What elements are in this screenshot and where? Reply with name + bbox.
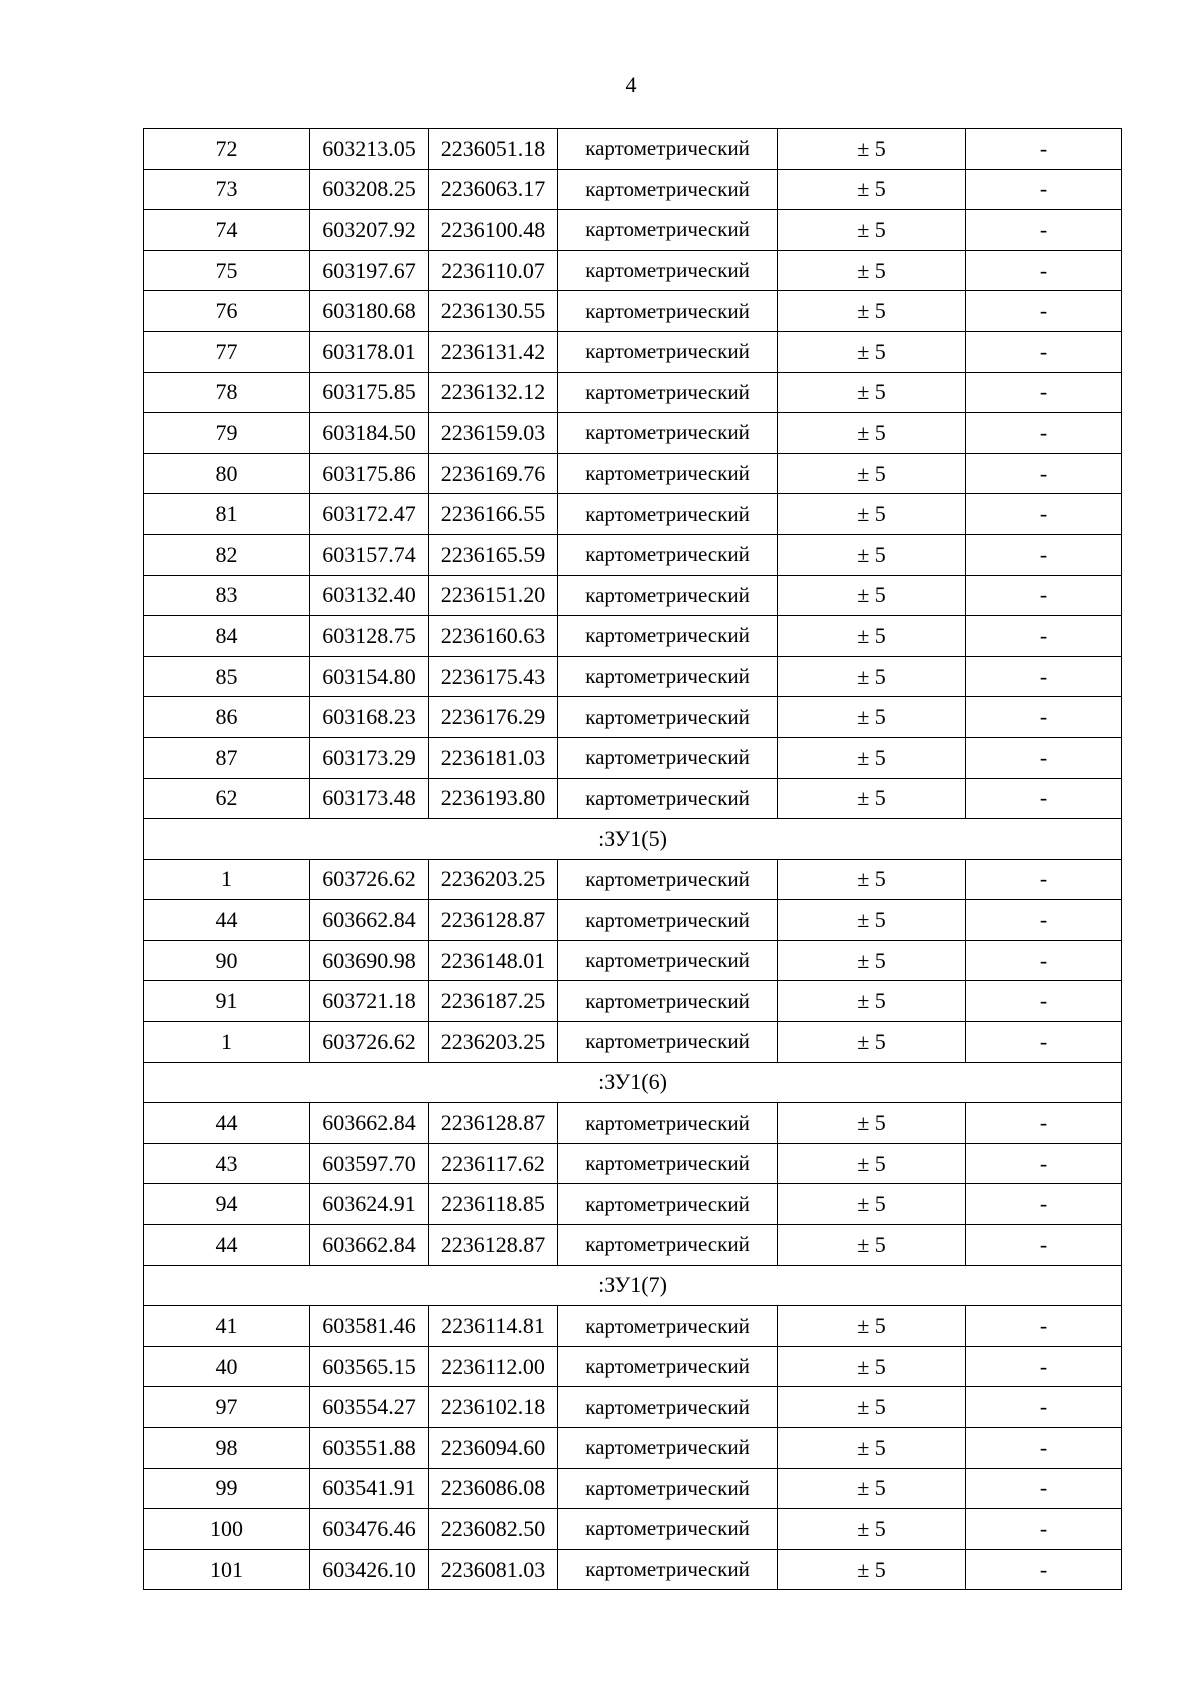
method-cell: картометрический [558, 210, 778, 251]
accuracy-cell: ± 5 [778, 981, 966, 1022]
point-number-cell: 43 [144, 1143, 310, 1184]
table-row [144, 210, 1122, 251]
table-row [144, 1387, 1122, 1428]
method-cell: картометрический [558, 616, 778, 657]
section-header-row [144, 819, 1122, 860]
description-cell: - [966, 1103, 1122, 1144]
y-coordinate-cell: 2236110.07 [429, 250, 558, 291]
table-row [144, 331, 1122, 372]
table-row [144, 1509, 1122, 1550]
x-coordinate-cell: 603662.84 [310, 1225, 429, 1266]
accuracy-cell: ± 5 [778, 1103, 966, 1144]
table-row [144, 534, 1122, 575]
point-number-cell: 87 [144, 737, 310, 778]
point-number-cell: 1 [144, 1022, 310, 1063]
accuracy-cell: ± 5 [778, 697, 966, 738]
description-cell: - [966, 372, 1122, 413]
description-cell: - [966, 981, 1122, 1022]
description-cell: - [966, 453, 1122, 494]
y-coordinate-cell: 2236166.55 [429, 494, 558, 535]
x-coordinate-cell: 603726.62 [310, 859, 429, 900]
description-cell: - [966, 616, 1122, 657]
method-cell: картометрический [558, 1143, 778, 1184]
accuracy-cell: ± 5 [778, 534, 966, 575]
section-header-row [144, 1265, 1122, 1306]
y-coordinate-cell: 2236160.63 [429, 616, 558, 657]
y-coordinate-cell: 2236128.87 [429, 900, 558, 941]
accuracy-cell: ± 5 [778, 1387, 966, 1428]
x-coordinate-cell: 603132.40 [310, 575, 429, 616]
x-coordinate-cell: 603128.75 [310, 616, 429, 657]
method-cell: картометрический [558, 778, 778, 819]
y-coordinate-cell: 2236165.59 [429, 534, 558, 575]
x-coordinate-cell: 603721.18 [310, 981, 429, 1022]
point-number-cell: 44 [144, 1103, 310, 1144]
x-coordinate-cell: 603154.80 [310, 656, 429, 697]
x-coordinate-cell: 603565.15 [310, 1346, 429, 1387]
point-number-cell: 90 [144, 940, 310, 981]
description-cell: - [966, 413, 1122, 454]
x-coordinate-cell: 603157.74 [310, 534, 429, 575]
point-number-cell: 97 [144, 1387, 310, 1428]
accuracy-cell: ± 5 [778, 1184, 966, 1225]
accuracy-cell: ± 5 [778, 331, 966, 372]
accuracy-cell: ± 5 [778, 778, 966, 819]
accuracy-cell: ± 5 [778, 900, 966, 941]
x-coordinate-cell: 603172.47 [310, 494, 429, 535]
x-coordinate-cell: 603168.23 [310, 697, 429, 738]
method-cell: картометрический [558, 1549, 778, 1590]
table-row [144, 1225, 1122, 1266]
accuracy-cell: ± 5 [778, 169, 966, 210]
y-coordinate-cell: 2236131.42 [429, 331, 558, 372]
point-number-cell: 83 [144, 575, 310, 616]
description-cell: - [966, 656, 1122, 697]
y-coordinate-cell: 2236176.29 [429, 697, 558, 738]
table-row [144, 372, 1122, 413]
x-coordinate-cell: 603662.84 [310, 900, 429, 941]
y-coordinate-cell: 2236187.25 [429, 981, 558, 1022]
x-coordinate-cell: 603554.27 [310, 1387, 429, 1428]
accuracy-cell: ± 5 [778, 494, 966, 535]
method-cell: картометрический [558, 291, 778, 332]
accuracy-cell: ± 5 [778, 1346, 966, 1387]
method-cell: картометрический [558, 981, 778, 1022]
point-number-cell: 41 [144, 1306, 310, 1347]
method-cell: картометрический [558, 534, 778, 575]
y-coordinate-cell: 2236130.55 [429, 291, 558, 332]
point-number-cell: 77 [144, 331, 310, 372]
accuracy-cell: ± 5 [778, 616, 966, 657]
coordinates-table-body [144, 129, 1122, 1590]
y-coordinate-cell: 2236151.20 [429, 575, 558, 616]
description-cell: - [966, 737, 1122, 778]
point-number-cell: 1 [144, 859, 310, 900]
table-row [144, 250, 1122, 291]
point-number-cell: 82 [144, 534, 310, 575]
table-row [144, 129, 1122, 170]
description-cell: - [966, 129, 1122, 170]
accuracy-cell: ± 5 [778, 1306, 966, 1347]
coordinates-table [143, 128, 1122, 1590]
method-cell: картометрический [558, 1387, 778, 1428]
point-number-cell: 101 [144, 1549, 310, 1590]
table-row [144, 1549, 1122, 1590]
method-cell: картометрический [558, 250, 778, 291]
table-row [144, 453, 1122, 494]
accuracy-cell: ± 5 [778, 859, 966, 900]
description-cell: - [966, 900, 1122, 941]
point-number-cell: 74 [144, 210, 310, 251]
x-coordinate-cell: 603207.92 [310, 210, 429, 251]
x-coordinate-cell: 603662.84 [310, 1103, 429, 1144]
method-cell: картометрический [558, 494, 778, 535]
y-coordinate-cell: 2236193.80 [429, 778, 558, 819]
x-coordinate-cell: 603213.05 [310, 129, 429, 170]
y-coordinate-cell: 2236203.25 [429, 1022, 558, 1063]
point-number-cell: 62 [144, 778, 310, 819]
description-cell: - [966, 1387, 1122, 1428]
accuracy-cell: ± 5 [778, 1428, 966, 1469]
point-number-cell: 81 [144, 494, 310, 535]
accuracy-cell: ± 5 [778, 1143, 966, 1184]
point-number-cell: 86 [144, 697, 310, 738]
x-coordinate-cell: 603597.70 [310, 1143, 429, 1184]
y-coordinate-cell: 2236148.01 [429, 940, 558, 981]
accuracy-cell: ± 5 [778, 940, 966, 981]
accuracy-cell: ± 5 [778, 372, 966, 413]
method-cell: картометрический [558, 1225, 778, 1266]
point-number-cell: 44 [144, 900, 310, 941]
table-row [144, 1143, 1122, 1184]
description-cell: - [966, 1225, 1122, 1266]
x-coordinate-cell: 603173.29 [310, 737, 429, 778]
table-row [144, 859, 1122, 900]
method-cell: картометрический [558, 575, 778, 616]
table-row [144, 494, 1122, 535]
point-number-cell: 80 [144, 453, 310, 494]
x-coordinate-cell: 603180.68 [310, 291, 429, 332]
x-coordinate-cell: 603426.10 [310, 1549, 429, 1590]
accuracy-cell: ± 5 [778, 656, 966, 697]
method-cell: картометрический [558, 169, 778, 210]
table-row [144, 778, 1122, 819]
description-cell: - [966, 534, 1122, 575]
description-cell: - [966, 575, 1122, 616]
y-coordinate-cell: 2236112.00 [429, 1346, 558, 1387]
section-header-row [144, 1062, 1122, 1103]
y-coordinate-cell: 2236132.12 [429, 372, 558, 413]
x-coordinate-cell: 603178.01 [310, 331, 429, 372]
point-number-cell: 76 [144, 291, 310, 332]
method-cell: картометрический [558, 697, 778, 738]
description-cell: - [966, 778, 1122, 819]
table-row [144, 575, 1122, 616]
description-cell: - [966, 291, 1122, 332]
table-row [144, 1346, 1122, 1387]
y-coordinate-cell: 2236117.62 [429, 1143, 558, 1184]
description-cell: - [966, 494, 1122, 535]
y-coordinate-cell: 2236114.81 [429, 1306, 558, 1347]
method-cell: картометрический [558, 900, 778, 941]
description-cell: - [966, 169, 1122, 210]
table-row [144, 656, 1122, 697]
y-coordinate-cell: 2236128.87 [429, 1225, 558, 1266]
y-coordinate-cell: 2236063.17 [429, 169, 558, 210]
point-number-cell: 100 [144, 1509, 310, 1550]
method-cell: картометрический [558, 656, 778, 697]
x-coordinate-cell: 603690.98 [310, 940, 429, 981]
description-cell: - [966, 1549, 1122, 1590]
table-row [144, 169, 1122, 210]
table-row [144, 1306, 1122, 1347]
method-cell: картометрический [558, 331, 778, 372]
x-coordinate-cell: 603184.50 [310, 413, 429, 454]
table-row [144, 1468, 1122, 1509]
description-cell: - [966, 1022, 1122, 1063]
accuracy-cell: ± 5 [778, 291, 966, 332]
point-number-cell: 98 [144, 1428, 310, 1469]
y-coordinate-cell: 2236203.25 [429, 859, 558, 900]
y-coordinate-cell: 2236051.18 [429, 129, 558, 170]
accuracy-cell: ± 5 [778, 1468, 966, 1509]
method-cell: картометрический [558, 413, 778, 454]
method-cell: картометрический [558, 372, 778, 413]
accuracy-cell: ± 5 [778, 1225, 966, 1266]
table-row [144, 1184, 1122, 1225]
description-cell: - [966, 1509, 1122, 1550]
method-cell: картометрический [558, 1306, 778, 1347]
method-cell: картометрический [558, 1346, 778, 1387]
table-row [144, 940, 1122, 981]
y-coordinate-cell: 2236082.50 [429, 1509, 558, 1550]
section-label: :ЗУ1(5) [144, 819, 1122, 860]
description-cell: - [966, 697, 1122, 738]
table-row [144, 900, 1122, 941]
x-coordinate-cell: 603541.91 [310, 1468, 429, 1509]
accuracy-cell: ± 5 [778, 1022, 966, 1063]
point-number-cell: 99 [144, 1468, 310, 1509]
point-number-cell: 94 [144, 1184, 310, 1225]
accuracy-cell: ± 5 [778, 453, 966, 494]
method-cell: картометрический [558, 1103, 778, 1144]
accuracy-cell: ± 5 [778, 250, 966, 291]
accuracy-cell: ± 5 [778, 1509, 966, 1550]
accuracy-cell: ± 5 [778, 1549, 966, 1590]
y-coordinate-cell: 2236181.03 [429, 737, 558, 778]
table-row [144, 413, 1122, 454]
method-cell: картометрический [558, 453, 778, 494]
y-coordinate-cell: 2236102.18 [429, 1387, 558, 1428]
accuracy-cell: ± 5 [778, 413, 966, 454]
accuracy-cell: ± 5 [778, 210, 966, 251]
method-cell: картометрический [558, 129, 778, 170]
description-cell: - [966, 331, 1122, 372]
x-coordinate-cell: 603173.48 [310, 778, 429, 819]
point-number-cell: 73 [144, 169, 310, 210]
table-row [144, 291, 1122, 332]
description-cell: - [966, 1468, 1122, 1509]
point-number-cell: 72 [144, 129, 310, 170]
y-coordinate-cell: 2236094.60 [429, 1428, 558, 1469]
method-cell: картометрический [558, 1509, 778, 1550]
page-number: 4 [625, 72, 637, 97]
x-coordinate-cell: 603476.46 [310, 1509, 429, 1550]
point-number-cell: 79 [144, 413, 310, 454]
y-coordinate-cell: 2236159.03 [429, 413, 558, 454]
x-coordinate-cell: 603581.46 [310, 1306, 429, 1347]
description-cell: - [966, 250, 1122, 291]
x-coordinate-cell: 603175.86 [310, 453, 429, 494]
y-coordinate-cell: 2236175.43 [429, 656, 558, 697]
y-coordinate-cell: 2236100.48 [429, 210, 558, 251]
point-number-cell: 85 [144, 656, 310, 697]
accuracy-cell: ± 5 [778, 575, 966, 616]
description-cell: - [966, 1346, 1122, 1387]
table-row [144, 1103, 1122, 1144]
y-coordinate-cell: 2236086.08 [429, 1468, 558, 1509]
x-coordinate-cell: 603726.62 [310, 1022, 429, 1063]
description-cell: - [966, 1143, 1122, 1184]
section-label: :ЗУ1(7) [144, 1265, 1122, 1306]
table-row [144, 697, 1122, 738]
description-cell: - [966, 210, 1122, 251]
table-row [144, 981, 1122, 1022]
section-label: :ЗУ1(6) [144, 1062, 1122, 1103]
method-cell: картометрический [558, 1022, 778, 1063]
x-coordinate-cell: 603175.85 [310, 372, 429, 413]
y-coordinate-cell: 2236118.85 [429, 1184, 558, 1225]
description-cell: - [966, 859, 1122, 900]
accuracy-cell: ± 5 [778, 129, 966, 170]
y-coordinate-cell: 2236081.03 [429, 1549, 558, 1590]
method-cell: картометрический [558, 1468, 778, 1509]
method-cell: картометрический [558, 859, 778, 900]
method-cell: картометрический [558, 1428, 778, 1469]
description-cell: - [966, 1184, 1122, 1225]
y-coordinate-cell: 2236169.76 [429, 453, 558, 494]
x-coordinate-cell: 603197.67 [310, 250, 429, 291]
x-coordinate-cell: 603624.91 [310, 1184, 429, 1225]
table-row [144, 1022, 1122, 1063]
method-cell: картометрический [558, 1184, 778, 1225]
table-row [144, 1428, 1122, 1469]
x-coordinate-cell: 603551.88 [310, 1428, 429, 1469]
y-coordinate-cell: 2236128.87 [429, 1103, 558, 1144]
description-cell: - [966, 1428, 1122, 1469]
method-cell: картометрический [558, 737, 778, 778]
point-number-cell: 78 [144, 372, 310, 413]
x-coordinate-cell: 603208.25 [310, 169, 429, 210]
table-row [144, 616, 1122, 657]
point-number-cell: 84 [144, 616, 310, 657]
description-cell: - [966, 1306, 1122, 1347]
method-cell: картометрический [558, 940, 778, 981]
table-row [144, 737, 1122, 778]
point-number-cell: 75 [144, 250, 310, 291]
description-cell: - [966, 940, 1122, 981]
point-number-cell: 91 [144, 981, 310, 1022]
point-number-cell: 44 [144, 1225, 310, 1266]
accuracy-cell: ± 5 [778, 737, 966, 778]
point-number-cell: 40 [144, 1346, 310, 1387]
